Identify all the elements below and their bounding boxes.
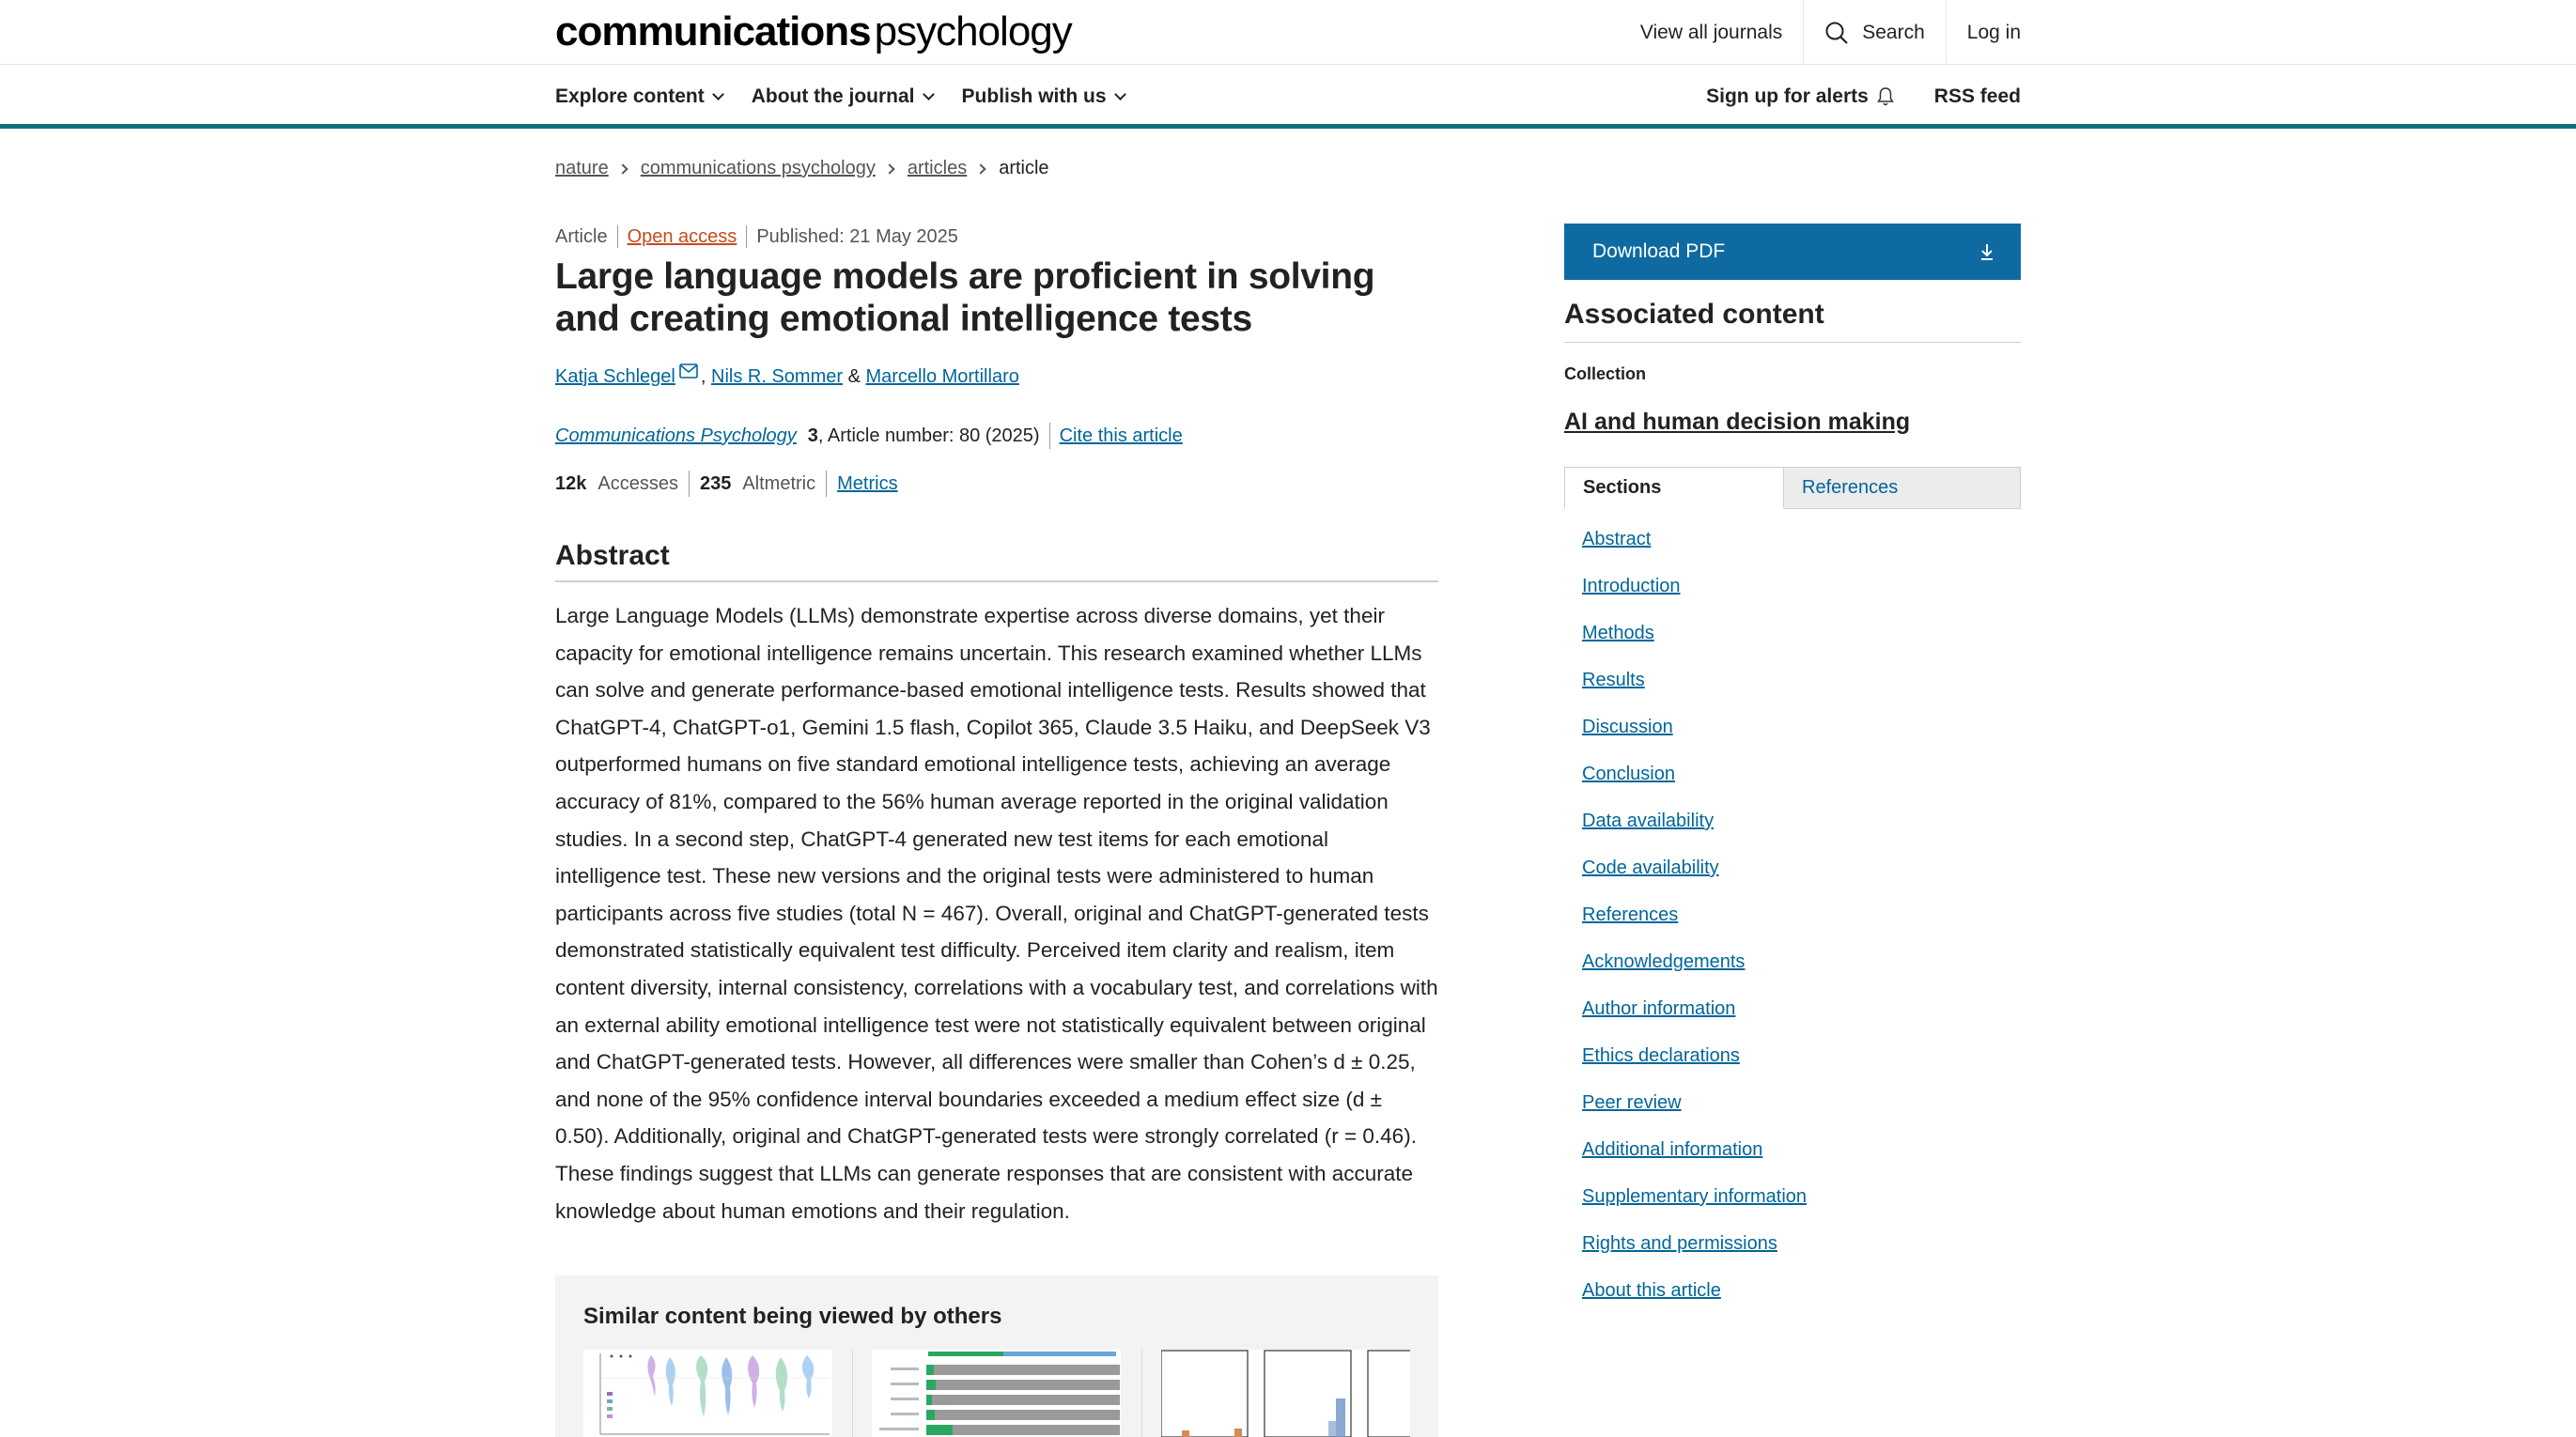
author-link[interactable]: Marcello Mortillaro xyxy=(865,366,1019,387)
top-header xyxy=(0,0,2576,65)
list-item xyxy=(1582,1092,1807,1139)
sign-up-alerts-link[interactable] xyxy=(1706,85,1895,108)
tab-sections[interactable]: Sections xyxy=(1564,467,1784,509)
article-meta xyxy=(555,225,958,248)
section-link-discussion[interactable]: Discussion xyxy=(1582,717,1673,737)
article-title: Large language models are proficient in solving and creating emotional intelligence tests xyxy=(555,256,1375,339)
publish-with-us-menu[interactable] xyxy=(962,85,1125,108)
divider xyxy=(826,471,827,497)
list-item xyxy=(1582,623,1807,670)
section-link-results[interactable]: Results xyxy=(1582,670,1645,690)
download-pdf-label: Download PDF xyxy=(1592,240,1726,262)
list-item xyxy=(1582,1280,1807,1327)
journal-logo[interactable] xyxy=(555,8,1072,55)
list-item xyxy=(1582,717,1807,764)
publish-with-us-label: Publish with us xyxy=(961,85,1107,107)
breadcrumb-articles[interactable]: articles xyxy=(907,158,968,178)
article-type: Article xyxy=(555,225,608,247)
explore-content-label: Explore content xyxy=(555,85,705,107)
journal-name-link[interactable]: Communications Psychology xyxy=(555,425,797,446)
section-link-conclusion[interactable]: Conclusion xyxy=(1582,764,1675,784)
list-item xyxy=(1582,858,1807,904)
author-list xyxy=(555,366,1019,388)
open-access-link[interactable]: Open access xyxy=(627,225,737,247)
collection-label: Collection xyxy=(1564,364,1647,383)
author-link[interactable]: Katja Schlegel xyxy=(555,366,675,387)
tab-references[interactable]: References xyxy=(1784,467,2021,509)
bell-icon xyxy=(1876,86,1895,107)
download-pdf-button[interactable] xyxy=(1564,224,2021,280)
view-all-journals-link[interactable]: View all journals xyxy=(1639,21,1783,43)
list-item xyxy=(1582,1186,1807,1233)
associated-content-heading: Associated content xyxy=(1564,299,2021,343)
explore-content-menu[interactable] xyxy=(555,85,722,108)
author-link[interactable]: Nils R. Sommer xyxy=(711,366,844,387)
divider xyxy=(746,225,747,248)
login-link[interactable]: Log in xyxy=(1946,0,2021,65)
citation-line xyxy=(555,423,1183,449)
list-item xyxy=(1582,764,1807,811)
breadcrumb-current: article xyxy=(999,158,1049,178)
list-item xyxy=(1582,904,1807,951)
section-link-about-article[interactable]: About this article xyxy=(1582,1280,1721,1301)
section-link-introduction[interactable]: Introduction xyxy=(1582,576,1681,596)
violin-plot-thumbnail-image xyxy=(583,1350,832,1437)
section-link-rights-permissions[interactable]: Rights and permissions xyxy=(1582,1233,1777,1254)
search-label: Search xyxy=(1862,21,1925,43)
abstract-text: Large Language Models (LLMs) demonstrate expertise across diverse domains, yet their capacity for emotional intelligence remains uncertain. This research examined whether LLMs can solve and generate performance-based emotional intelligence tests. Results showed that ChatGPT-4, ChatGPT-o1, Gemini 1.5 flash, Copilot 365, Claude 3.5 Haiku, and DeepSeek V3 outperformed humans on five standard emotional intelligence tests, achieving an average accuracy of 81%, compared to the 56% human average reported in the original validation studies. In a second step, ChatGPT-4 generated new test items for each emotional intelligence test. These new versions and the original tests were administered to human participants across five studies (total N = 467). Overall, original and ChatGPT-generated tests demonstrated statistically equivalent test difficulty. Perceived item clarity and realism, item content diversity, internal consistency, correlations with a vocabulary test, and correlations with an external ability emotional intelligence test were not statistically equivalent between original and ChatGPT-generated tests. However, all differences were smaller than Cohen’s d ± 0.25, and none of the 95% confidence interval boundaries exceeded a medium effect size (d ± 0.50). Additionally, original and ChatGPT-generated tests were strongly correlated (r = 0.46). These findings suggest that LLMs can generate responses that are consistent with accurate knowledge about human emotions and their regulation. xyxy=(555,604,1438,1223)
similar-article-thumbnail[interactable] xyxy=(1161,1350,1410,1437)
collection-link[interactable]: AI and human decision making xyxy=(1564,409,1911,435)
search-icon xyxy=(1824,21,1849,45)
accesses-label: Accesses xyxy=(597,472,678,494)
chevron-down-icon xyxy=(923,88,935,100)
similar-article-thumbnail[interactable] xyxy=(872,1350,1121,1437)
nav-menus xyxy=(555,65,1154,129)
volume-number: 3 xyxy=(807,425,818,446)
section-link-abstract[interactable]: Abstract xyxy=(1582,529,1652,549)
section-link-methods[interactable]: Methods xyxy=(1582,623,1654,643)
chevron-right-icon xyxy=(884,163,894,174)
similar-content-heading: Similar content being viewed by others xyxy=(583,1304,1002,1329)
chevron-right-icon xyxy=(976,163,986,174)
cite-article-link[interactable]: Cite this article xyxy=(1059,425,1183,446)
logo-bold-text: communications xyxy=(555,8,871,54)
list-item xyxy=(1582,576,1807,623)
list-item xyxy=(1582,1045,1807,1092)
divider xyxy=(1049,423,1050,449)
breadcrumb-nature[interactable]: nature xyxy=(555,158,609,178)
list-item xyxy=(1582,951,1807,998)
logo-light-text: psychology xyxy=(874,8,1072,54)
section-link-author-information[interactable]: Author information xyxy=(1582,998,1736,1019)
breadcrumb xyxy=(555,158,1049,179)
search-button[interactable] xyxy=(1803,0,1946,65)
accesses-count: 12k xyxy=(555,472,587,494)
about-journal-menu[interactable] xyxy=(752,85,933,108)
divider xyxy=(617,225,618,248)
list-item xyxy=(1582,670,1807,717)
published-date: Published: 21 May 2025 xyxy=(756,225,958,247)
mail-icon[interactable] xyxy=(679,363,698,379)
author-separator: & xyxy=(847,366,861,387)
list-item xyxy=(1582,1139,1807,1186)
top-links xyxy=(1620,0,2021,65)
list-item xyxy=(1582,811,1807,858)
section-link-references[interactable]: References xyxy=(1582,904,1679,925)
similar-article-thumbnail[interactable] xyxy=(583,1350,832,1437)
list-item xyxy=(1582,1233,1807,1280)
abstract-heading: Abstract xyxy=(555,540,1438,582)
download-icon xyxy=(1979,242,1994,261)
chevron-right-icon xyxy=(617,163,628,174)
rss-feed-link[interactable]: RSS feed xyxy=(1933,85,2021,107)
sidebar-tabs xyxy=(1564,467,2021,509)
section-link-ethics-declarations[interactable]: Ethics declarations xyxy=(1582,1045,1740,1066)
breadcrumb-journal[interactable]: communications psychology xyxy=(640,158,876,178)
section-link-supplementary-information[interactable]: Supplementary information xyxy=(1582,1186,1808,1207)
section-nav-list xyxy=(1582,529,1807,1327)
article-number: , Article number: 80 (2025) xyxy=(817,425,1040,446)
divider xyxy=(1141,1350,1142,1437)
similar-content-panel xyxy=(555,1275,1438,1437)
author-separator: , xyxy=(700,366,706,387)
sign-up-alerts-label: Sign up for alerts xyxy=(1706,85,1869,107)
divider xyxy=(852,1350,853,1437)
section-link-code-availability[interactable]: Code availability xyxy=(1582,858,1719,878)
metrics-link[interactable]: Metrics xyxy=(837,472,898,494)
chevron-down-icon xyxy=(712,88,724,100)
altmetric-score: 235 xyxy=(699,472,732,494)
section-link-additional-information[interactable]: Additional information xyxy=(1582,1139,1763,1160)
panel-plot-thumbnail-image xyxy=(1161,1350,1410,1437)
chevron-down-icon xyxy=(1114,88,1126,100)
bar-chart-thumbnail-image xyxy=(872,1350,1121,1437)
article-metrics xyxy=(555,471,898,497)
about-journal-label: About the journal xyxy=(751,85,915,107)
section-link-data-availability[interactable]: Data availability xyxy=(1582,811,1715,831)
list-item xyxy=(1582,998,1807,1045)
list-item xyxy=(1582,529,1807,576)
divider xyxy=(689,471,690,497)
section-link-acknowledgements[interactable]: Acknowledgements xyxy=(1582,951,1746,972)
main-nav xyxy=(0,65,2576,129)
altmetric-label: Altmetric xyxy=(742,472,816,494)
nav-actions xyxy=(1667,65,2021,129)
section-link-peer-review[interactable]: Peer review xyxy=(1582,1092,1682,1113)
